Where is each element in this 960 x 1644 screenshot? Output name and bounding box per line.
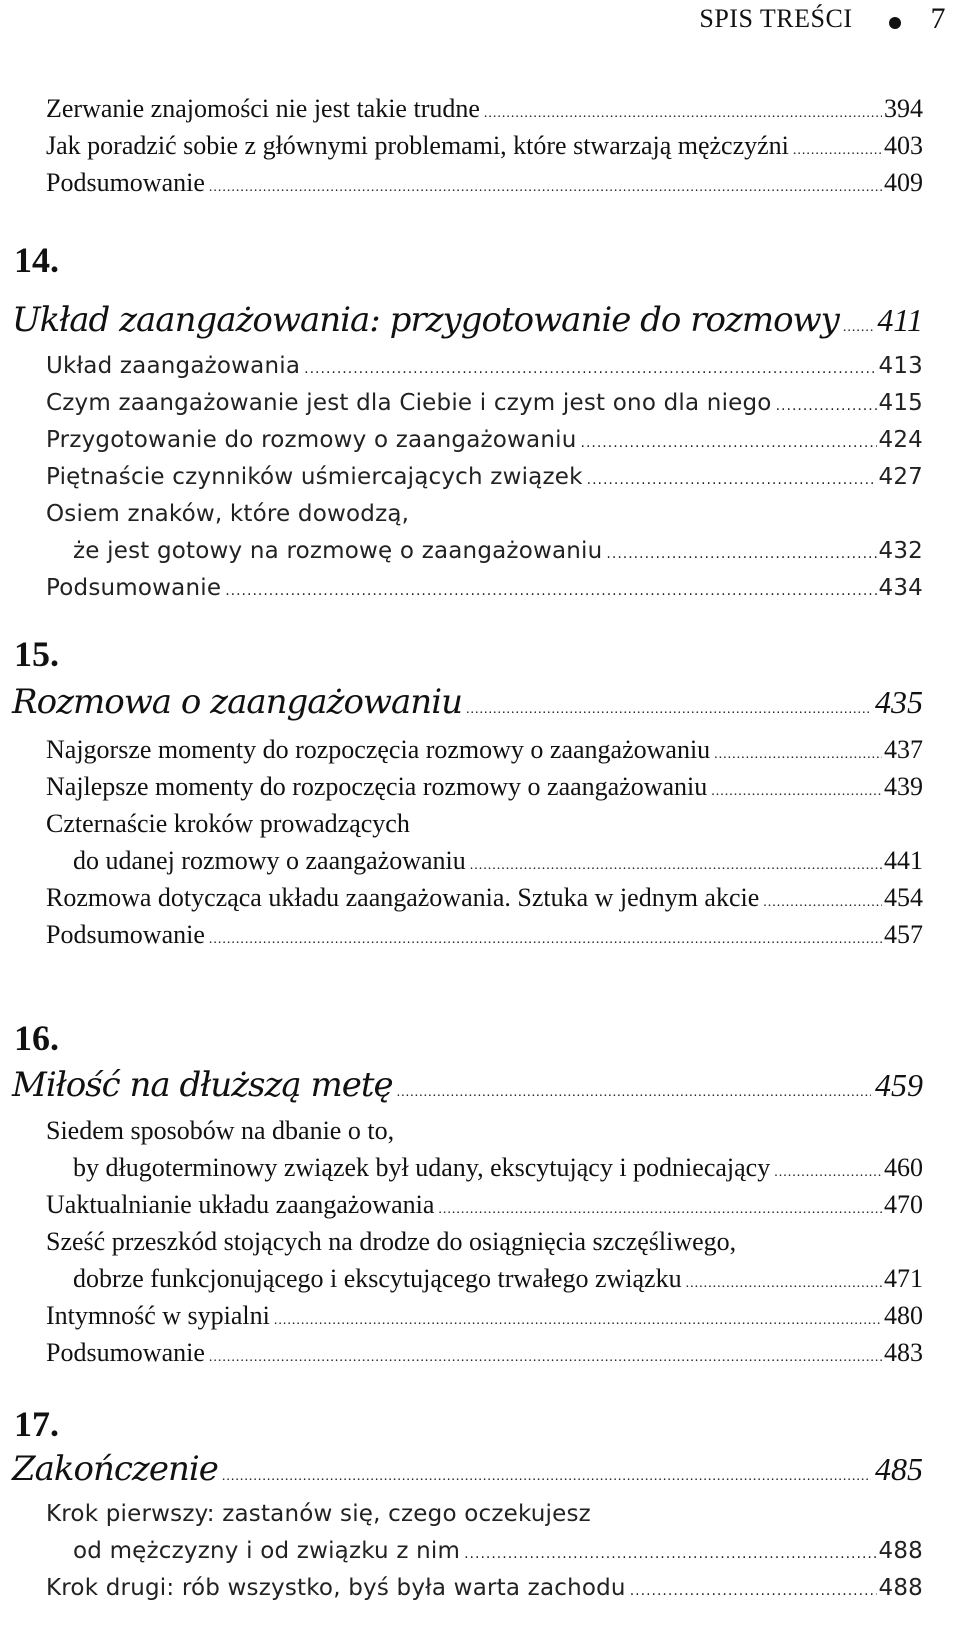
- toc-entry: [46, 166, 923, 205]
- entry-page: 483: [884, 1338, 923, 1367]
- entry-page: 432: [878, 538, 923, 564]
- dot-leader: [587, 460, 877, 497]
- toc-entry: [73, 844, 923, 883]
- entry-title: Jak poradzić sobie z głównymi problemami, które stwarzają mężczyźni: [46, 131, 789, 160]
- dot-leader: [581, 423, 877, 460]
- dot-leader: [222, 1448, 871, 1499]
- entry-page: 488: [878, 1538, 923, 1564]
- entry-title: Układ zaangażowania: [46, 353, 301, 379]
- dot-leader: [304, 349, 876, 386]
- entry-title: od mężczyzny i od związku z nim: [73, 1538, 461, 1564]
- entry-title: Zerwanie znajomości nie jest takie trudne: [46, 94, 480, 123]
- entry-page: 394: [884, 94, 923, 123]
- chapter-page: 435: [875, 684, 923, 720]
- entry-title: Uaktualnianie układu zaangażowania: [46, 1190, 435, 1219]
- dot-leader: [209, 1336, 882, 1375]
- entry-page: 415: [878, 390, 923, 416]
- toc-entry: [46, 1571, 923, 1608]
- toc-entry: [73, 1151, 923, 1190]
- toc-entry: [46, 92, 923, 131]
- entry-title: Podsumowanie: [46, 1338, 205, 1367]
- dot-leader: [466, 681, 871, 732]
- entry-title: Najlepsze momenty do rozpoczęcia rozmowy o zaangażowaniu: [46, 772, 708, 801]
- entry-page: 488: [878, 1575, 923, 1601]
- toc-entry: [46, 770, 923, 809]
- entry-title-line1: Siedem sposobów na dbanie o to,: [46, 1116, 395, 1145]
- entry-title: Podsumowanie: [46, 168, 205, 197]
- entry-page: 439: [884, 772, 923, 801]
- entry-title-line1: Krok pierwszy: zastanów się, czego oczekujesz: [46, 1501, 591, 1527]
- toc-entry: [46, 460, 923, 497]
- dot-leader: [464, 1534, 876, 1571]
- chapter-title: [12, 1447, 923, 1499]
- entry-page: 403: [884, 131, 923, 160]
- entry-title-line1: Osiem znaków, które dowodzą,: [46, 501, 410, 527]
- toc-entry: [46, 571, 923, 608]
- chapter-page: 459: [875, 1067, 923, 1103]
- chapter-title: [12, 298, 923, 350]
- dot-leader: [686, 1262, 882, 1301]
- page-number: 7: [930, 2, 946, 35]
- section-title: SPIS TREŚCI: [699, 4, 853, 33]
- chapter-title-text: Układ zaangażowania: przygotowanie do rozmowy: [12, 300, 839, 340]
- entry-title: Czym zaangażowanie jest dla Ciebie i czym jest ono dla niego: [46, 390, 772, 416]
- dot-leader: [763, 881, 882, 920]
- entry-title: Rozmowa dotycząca układu zaangażowania. Sztuka w jednym akcie: [46, 883, 760, 912]
- chapter-title: [12, 1063, 923, 1115]
- dot-leader: [843, 299, 874, 350]
- chapter-page: 411: [877, 302, 923, 338]
- dot-leader: [711, 770, 882, 809]
- chapter-page: 485: [875, 1451, 923, 1487]
- entry-title-line1: Sześć przeszkód stojących na drodze do osiągnięcia szczęśliwego,: [46, 1227, 737, 1256]
- toc-entry: [46, 1336, 923, 1375]
- entry-title: by długoterminowy związek był udany, ekscytujący i podniecający: [73, 1153, 771, 1182]
- chapter-title-text: Zakończenie: [12, 1449, 218, 1489]
- entry-title-line1: Czternaście kroków prowadzących: [46, 809, 410, 838]
- toc-entry: [46, 386, 923, 423]
- dot-leader: [776, 386, 877, 423]
- toc-entry: [46, 423, 923, 460]
- chapter-number: 16.: [14, 1018, 59, 1058]
- entry-page: 427: [878, 464, 923, 490]
- entry-title: dobrze funkcjonującego i ekscytującego trwałego związku: [73, 1264, 682, 1293]
- entry-title: Podsumowanie: [46, 575, 222, 601]
- entry-page: 409: [884, 168, 923, 197]
- chapter-number: 14.: [14, 240, 59, 280]
- entry-title: że jest gotowy na rozmowę o zaangażowaniu: [73, 538, 603, 564]
- chapter-number: 17.: [14, 1404, 59, 1444]
- dot-leader: [470, 844, 882, 883]
- entry-page: 434: [878, 575, 923, 601]
- entry-page: 470: [884, 1190, 923, 1219]
- dot-leader: [397, 1064, 871, 1115]
- toc-entry: [73, 1534, 923, 1571]
- entry-page: 460: [884, 1153, 923, 1182]
- chapter-title-text: Miłość na dłuższą metę: [12, 1065, 393, 1105]
- toc-entry: [46, 349, 923, 386]
- dot-leader: [209, 166, 882, 205]
- toc-entry: [73, 1262, 923, 1301]
- toc-entry: [46, 1188, 923, 1227]
- entry-page: 413: [878, 353, 923, 379]
- dot-leader: [438, 1188, 882, 1227]
- entry-title: Najgorsze momenty do rozpoczęcia rozmowy o zaangażowaniu: [46, 735, 711, 764]
- chapter-title-text: Rozmowa o zaangażowaniu: [12, 682, 462, 722]
- toc-entry: [46, 733, 923, 772]
- entry-title: Podsumowanie: [46, 920, 205, 949]
- dot-leader: [630, 1571, 877, 1608]
- dot-leader: [209, 918, 882, 957]
- dot-leader: [484, 92, 882, 131]
- entry-page: 424: [878, 427, 923, 453]
- entry-page: 441: [884, 846, 923, 875]
- entry-title: Przygotowanie do rozmowy o zaangażowaniu: [46, 427, 577, 453]
- chapter-title: [12, 680, 923, 732]
- dot-leader: [714, 733, 882, 772]
- toc-entry: [73, 534, 923, 571]
- dot-leader: [225, 571, 876, 608]
- running-header: [699, 2, 946, 36]
- entry-title: Piętnaście czynników uśmiercających związek: [46, 464, 583, 490]
- entry-title: Krok drugi: rób wszystko, byś była warta zachodu: [46, 1575, 626, 1601]
- entry-page: 471: [884, 1264, 923, 1293]
- entry-title: do udanej rozmowy o zaangażowaniu: [73, 846, 466, 875]
- toc-entry: [46, 918, 923, 957]
- entry-page: 457: [884, 920, 923, 949]
- bullet-separator: [889, 17, 901, 29]
- chapter-number: 15.: [14, 634, 59, 674]
- dot-leader: [774, 1151, 882, 1190]
- entry-page: 454: [884, 883, 923, 912]
- toc-entry: [46, 1299, 923, 1338]
- dot-leader: [793, 129, 882, 168]
- toc-entry: [46, 881, 923, 920]
- dot-leader: [606, 534, 876, 571]
- dot-leader: [274, 1299, 882, 1338]
- entry-page: 480: [884, 1301, 923, 1330]
- toc-entry: [46, 129, 923, 168]
- entry-title: Intymność w sypialni: [46, 1301, 270, 1330]
- entry-page: 437: [884, 735, 923, 764]
